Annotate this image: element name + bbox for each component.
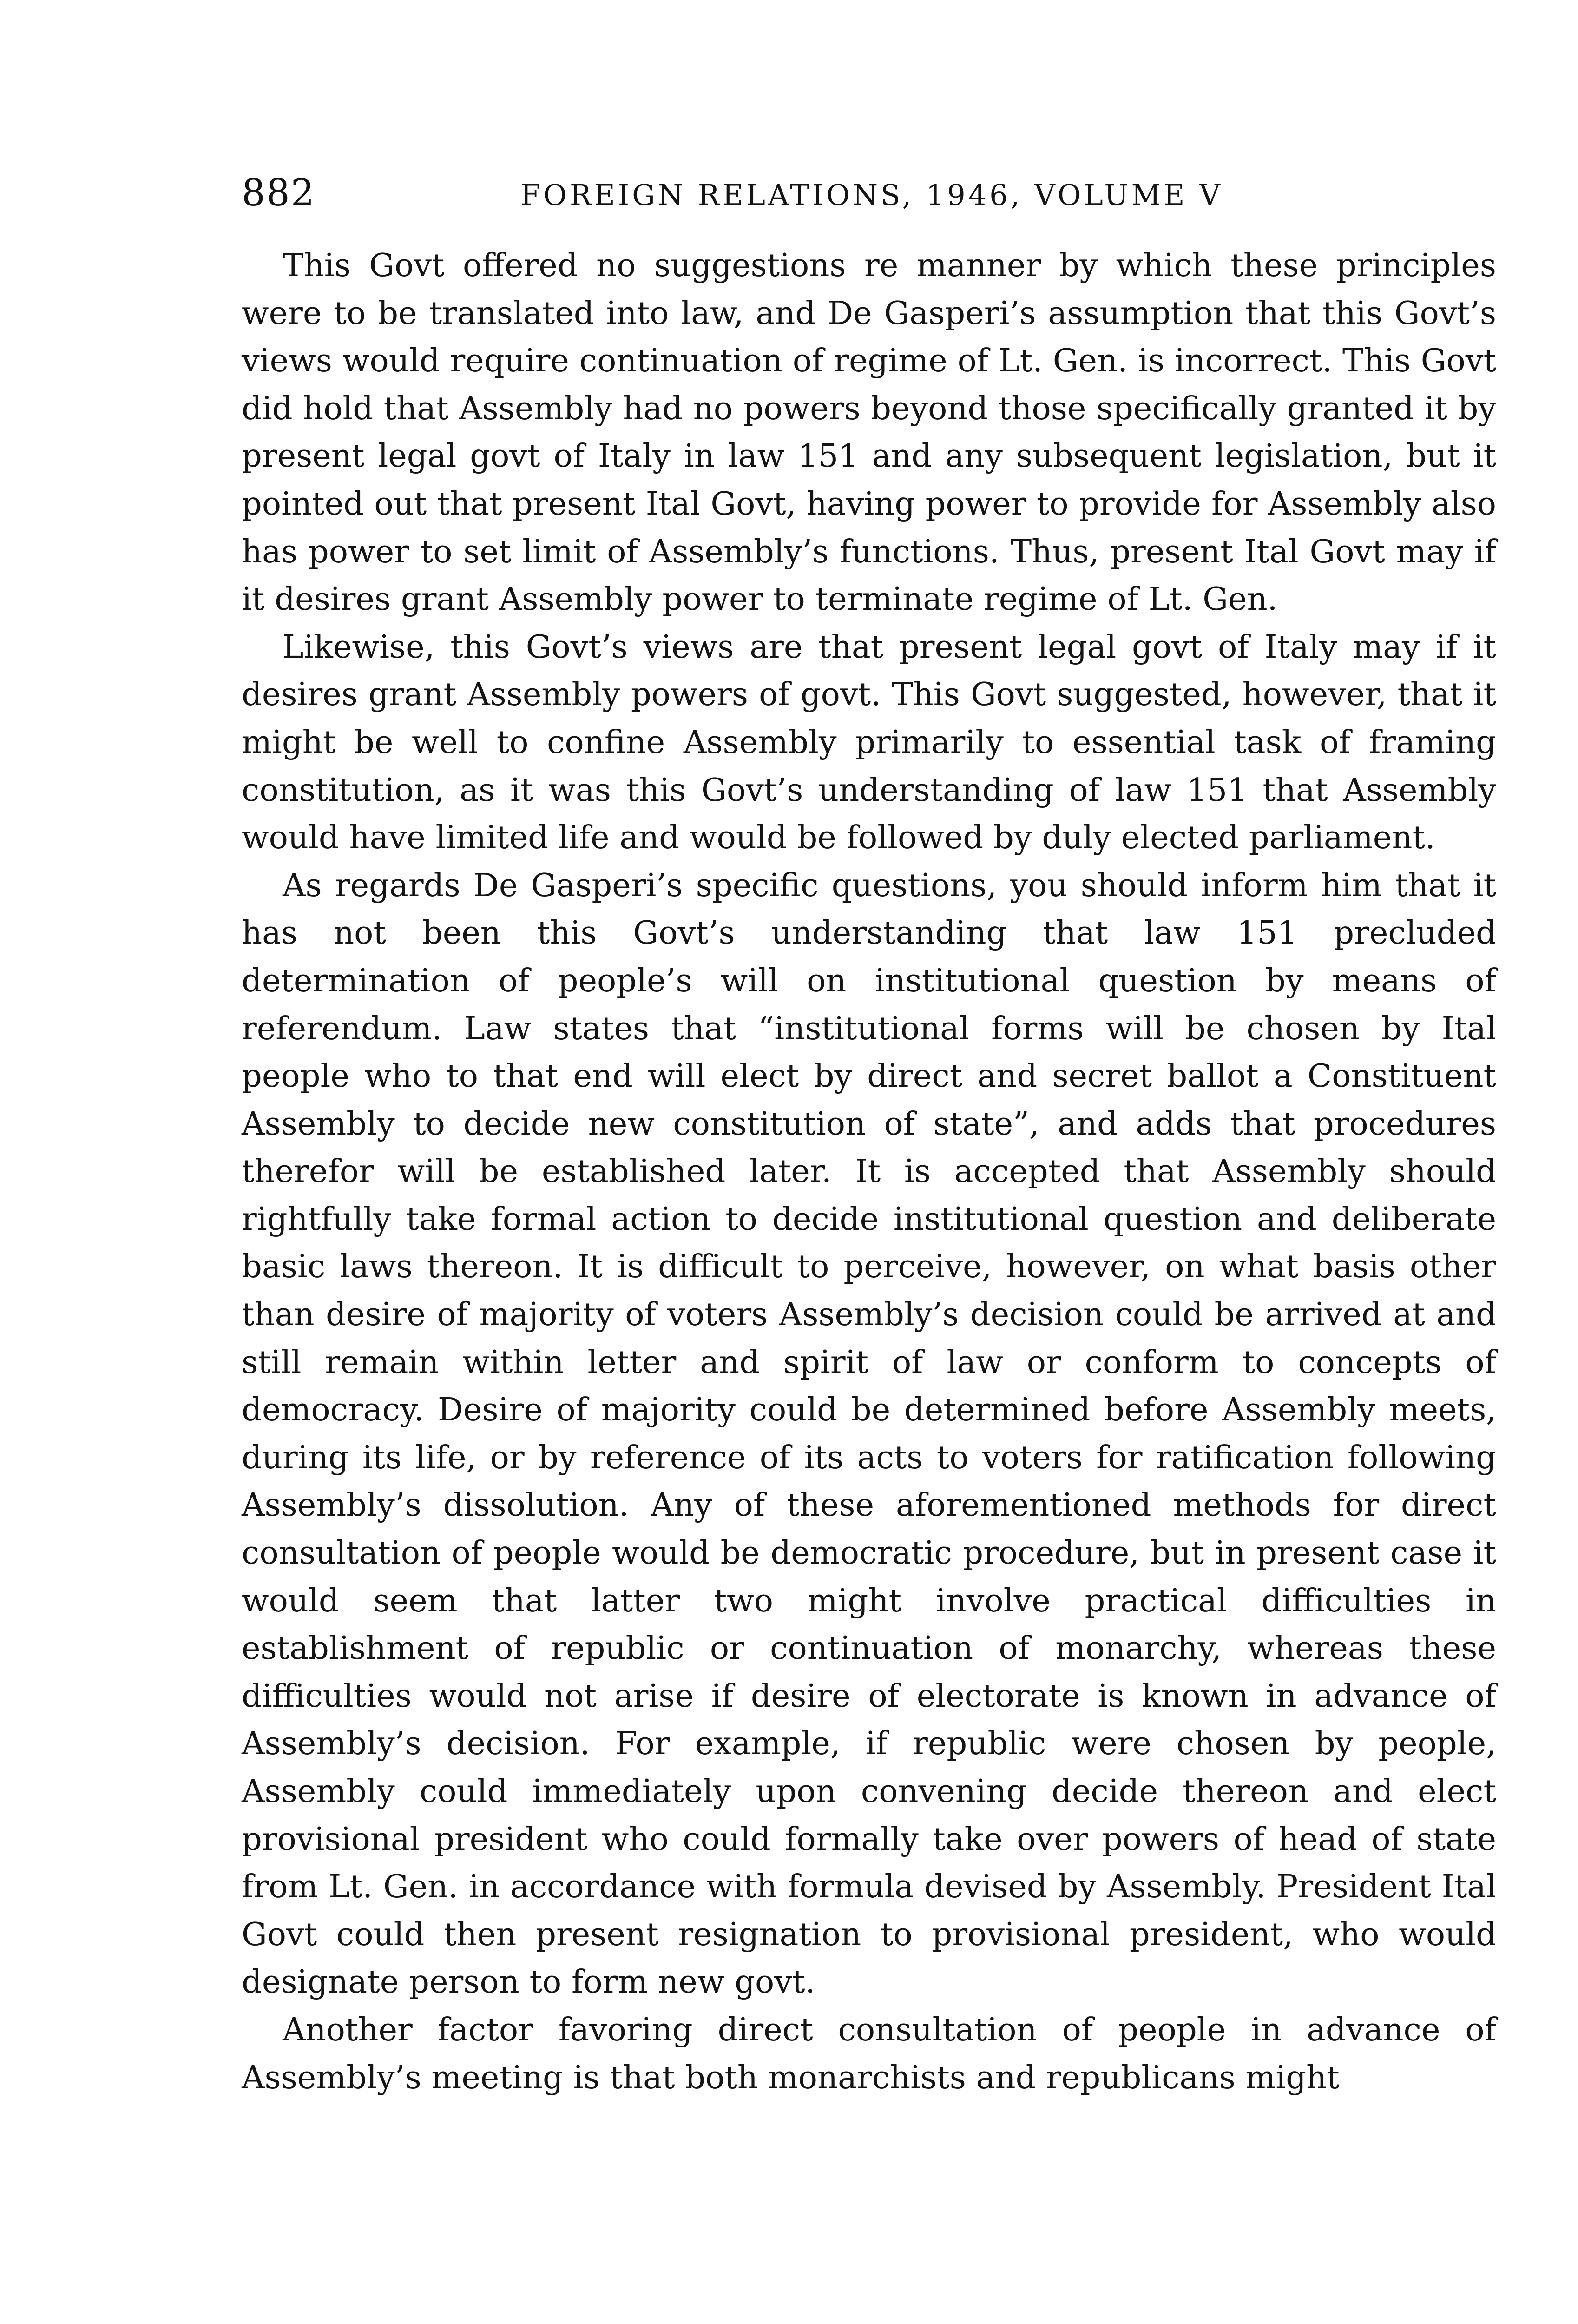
paragraph: Likewise, this Govt’s views are that present legal govt of Italy may if it desires grant Assembly powers of govt. This Govt suggested, however, that it might be well to confine Assembly primarily to essential task of framing constitution, as it was this Govt’s understanding of law 151 that Assembly would have limited life and would be followed by duly elected parliament. (242, 628, 1496, 857)
page-number: 882 (242, 171, 316, 214)
body-text (242, 242, 1496, 2101)
running-title: FOREIGN RELATIONS, 1946, VOLUME V (520, 178, 1223, 212)
paragraph: Another factor favoring direct consultation of people in advance of Assembly’s meeting is that both monarchists and republicans might (242, 2011, 1496, 2096)
paragraph: This Govt offered no suggestions re manner by which these principles were to be translated into law, and De Gasperi’s assumption that this Govt’s views would require continuation of regime of Lt. Gen. is incorrect. This Govt did hold that Assembly had no powers beyond those specifically granted it by present legal govt of Italy in law 151 and any subsequent legislation, but it pointed out that present Ital Govt, having power to provide for Assembly also has power to set limit of Assembly’s functions. Thus, present Ital Govt may if it desires grant Assembly power to terminate regime of Lt. Gen. (242, 247, 1496, 618)
page-header (242, 167, 1496, 218)
paragraph: As regards De Gasperi’s specific questions, you should inform him that it has not been this Govt’s understanding that law 151 precluded determination of people’s will on institutional question by means of referendum. Law states that “institutional forms will be chosen by Ital people who to that end will elect by direct and secret ballot a Constituent Assembly to decide new constitution of state”, and adds that procedures therefor will be established later. It is accepted that Assembly should rightfully take formal action to decide institutional question and deliberate basic laws thereon. It is difficult to perceive, however, on what basis other than desire of majority of voters Assembly’s decision could be arrived at and still remain within letter and spirit of law or conform to concepts of democracy. Desire of majority could be determined before Assembly meets, during its life, or by reference of its acts to voters for ratification following Assembly’s dissolution. Any of these aforementioned methods for direct consultation of people would be democratic procedure, but in present case it would seem that latter two might involve practical difficulties in establishment of republic or continuation of monarchy, whereas these difficulties would not arise if desire of electorate is known in advance of Assembly’s decision. For example, if republic were chosen by people, Assembly could immediately upon convening decide thereon and elect provisional president who could formally take over powers of head of state from Lt. Gen. in accordance with formula devised by Assembly. President Ital Govt could then present resignation to provisional president, who would designate person to form new govt. (242, 866, 1496, 2001)
